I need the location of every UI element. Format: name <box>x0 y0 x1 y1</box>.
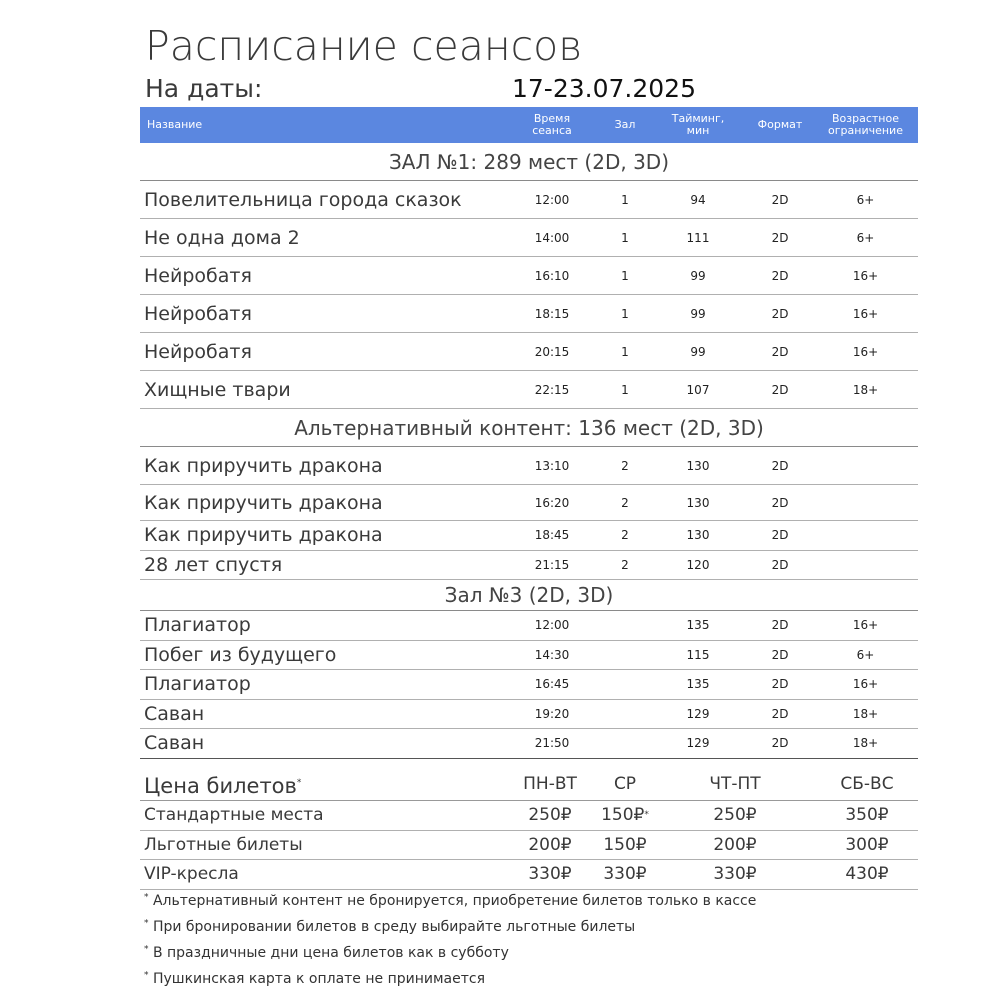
table-row <box>140 485 918 521</box>
footnotes <box>144 890 904 994</box>
movie-title: 28 лет спустя <box>144 553 283 576</box>
footnote-text: Пушкинская карта к оплате не принимается <box>152 971 486 987</box>
hall-number <box>595 641 655 670</box>
price-value <box>695 860 775 889</box>
price-title-text: Цена билетов <box>144 774 297 798</box>
hall-number: 1 <box>621 344 629 359</box>
price-col-wed: СР <box>613 774 637 794</box>
footnote <box>144 942 904 968</box>
footnote-mark: * <box>144 918 149 929</box>
table-row <box>140 670 918 700</box>
price-amount: 200₽ <box>528 834 572 855</box>
movie-title: Как приручить дракона <box>144 491 383 514</box>
col-header-format: Формат <box>757 118 803 131</box>
age-rating: 18+ <box>852 736 879 751</box>
table-row <box>140 611 918 641</box>
price-value <box>585 860 665 889</box>
format: 2D <box>771 268 789 283</box>
age-rating: 6+ <box>856 647 875 662</box>
format: 2D <box>771 495 789 510</box>
table-row <box>140 521 918 551</box>
hall-number <box>595 670 655 699</box>
session-time: 13:10 <box>534 458 570 473</box>
session-time: 12:00 <box>534 618 570 633</box>
table-header <box>140 107 918 143</box>
hall-number: 2 <box>621 528 629 543</box>
col-header-timing-l2: мин <box>686 124 710 137</box>
movie-title: Плагиатор <box>144 614 251 637</box>
movie-title: Как приручить дракона <box>144 454 383 477</box>
age-rating: 16+ <box>852 344 879 359</box>
price-value <box>695 801 775 830</box>
age-rating <box>823 551 908 580</box>
format: 2D <box>771 192 789 207</box>
movie-title: Плагиатор <box>144 673 251 696</box>
duration-min: 135 <box>686 677 710 692</box>
age-rating: 18+ <box>852 706 879 721</box>
format: 2D <box>771 706 789 721</box>
price-amount: 430₽ <box>845 864 889 885</box>
table-row <box>140 219 918 257</box>
price-table <box>140 768 918 890</box>
price-value: 150₽ * <box>601 805 649 826</box>
col-header-hall: Зал <box>614 118 636 131</box>
duration-min: 135 <box>686 618 710 633</box>
age-rating: 16+ <box>852 677 879 692</box>
footnote-text: Альтернативный контент не бронируется, приобретение билетов только в кассе <box>152 893 757 909</box>
col-header-name: Название <box>147 118 203 131</box>
duration-min: 130 <box>686 528 710 543</box>
schedule-table <box>140 107 918 759</box>
hall-number: 2 <box>621 557 629 572</box>
price-amount: 300₽ <box>845 834 889 855</box>
price-row <box>140 801 918 831</box>
movie-title: Побег из будущего <box>144 643 337 666</box>
schedule-body <box>140 143 918 759</box>
price-amount: 330₽ <box>603 864 647 885</box>
format: 2D <box>771 618 789 633</box>
hall-number <box>595 611 655 640</box>
price-amount: 330₽ <box>528 864 572 885</box>
price-row <box>140 860 918 890</box>
price-col-thu-fri: ЧТ-ПТ <box>709 774 761 794</box>
dates-value: 17-23.07.2025 <box>512 74 696 103</box>
table-row <box>140 641 918 671</box>
hall-number <box>595 700 655 729</box>
session-time: 12:00 <box>534 192 570 207</box>
price-col-sat-sun: СБ-ВС <box>840 774 894 794</box>
col-header-timing <box>658 107 738 143</box>
price-row-label: VIP-кресла <box>144 864 239 885</box>
price-value <box>510 831 590 860</box>
footnote <box>144 916 904 942</box>
price-title <box>144 774 301 798</box>
session-time: 14:00 <box>534 230 570 245</box>
session-time: 16:45 <box>534 677 570 692</box>
duration-min: 130 <box>686 495 710 510</box>
price-amount: 330₽ <box>713 864 757 885</box>
format: 2D <box>771 382 789 397</box>
col-header-age-l2: ограничение <box>828 124 903 137</box>
age-rating: 16+ <box>852 618 879 633</box>
price-value <box>510 801 590 830</box>
price-value <box>827 860 907 889</box>
duration-min: 99 <box>690 344 706 359</box>
duration-min: 129 <box>686 706 710 721</box>
price-row-label: Льготные билеты <box>144 834 303 855</box>
hall-number: 1 <box>621 306 629 321</box>
format: 2D <box>771 557 789 572</box>
hall-number: 1 <box>621 382 629 397</box>
session-time: 19:20 <box>534 706 570 721</box>
price-value <box>695 831 775 860</box>
hall-number: 1 <box>621 268 629 283</box>
session-time: 14:30 <box>534 647 570 662</box>
table-row <box>140 371 918 409</box>
footnote-mark: * <box>144 892 149 903</box>
price-title-mark: * <box>296 778 302 788</box>
session-time: 22:15 <box>534 382 570 397</box>
col-header-time-l1: Время <box>533 112 571 125</box>
col-header-time <box>512 107 592 143</box>
duration-min: 120 <box>686 557 710 572</box>
session-time: 21:15 <box>534 557 570 572</box>
col-header-age <box>823 107 908 143</box>
table-row <box>140 700 918 730</box>
page-title: Расписание сеансов <box>145 22 583 70</box>
hall-number: 1 <box>621 230 629 245</box>
footnote <box>144 890 904 916</box>
price-amount: 200₽ <box>713 834 757 855</box>
age-rating <box>823 521 908 550</box>
format: 2D <box>771 458 789 473</box>
age-rating <box>823 485 908 520</box>
section-title: ЗАЛ №1: 289 мест (2D, 3D) <box>140 143 918 181</box>
footnote-mark: * <box>144 970 149 981</box>
table-row <box>140 551 918 581</box>
duration-min: 129 <box>686 736 710 751</box>
table-row <box>140 257 918 295</box>
movie-title: Нейробатя <box>144 264 252 287</box>
movie-title: Саван <box>144 732 205 755</box>
duration-min: 94 <box>690 192 706 207</box>
duration-min: 130 <box>686 458 710 473</box>
price-col-mon-tue: ПН-ВТ <box>523 774 577 794</box>
price-header <box>140 768 918 801</box>
footnote-text: При бронировании билетов в среду выбирайте льготные билеты <box>152 919 636 935</box>
price-value <box>827 801 907 830</box>
table-row <box>140 729 918 759</box>
session-time: 16:20 <box>534 495 570 510</box>
hall-number: 2 <box>621 495 629 510</box>
format: 2D <box>771 344 789 359</box>
age-rating <box>823 447 908 484</box>
movie-title: Нейробатя <box>144 340 252 363</box>
footnote-mark: * <box>144 944 149 955</box>
price-row-label: Стандартные места <box>144 805 324 826</box>
price-value <box>827 831 907 860</box>
format: 2D <box>771 230 789 245</box>
session-time: 20:15 <box>534 344 570 359</box>
col-header-timing-l1: Тайминг, <box>671 112 725 125</box>
duration-min: 115 <box>686 647 710 662</box>
session-time: 16:10 <box>534 268 570 283</box>
movie-title: Нейробатя <box>144 302 252 325</box>
col-header-age-l1: Возрастное <box>831 112 899 125</box>
table-row <box>140 333 918 371</box>
section-title: Зал №3 (2D, 3D) <box>140 580 918 611</box>
footnote <box>144 968 904 994</box>
footnote-text: В праздничные дни цена билетов как в субботу <box>152 945 509 961</box>
hall-number <box>595 729 655 758</box>
duration-min: 111 <box>686 230 710 245</box>
price-value <box>510 860 590 889</box>
price-value <box>585 831 665 860</box>
session-time: 18:45 <box>534 528 570 543</box>
duration-min: 107 <box>686 382 710 397</box>
table-row <box>140 447 918 485</box>
price-amount: 250₽ <box>713 805 757 826</box>
table-row <box>140 295 918 333</box>
duration-min: 99 <box>690 268 706 283</box>
format: 2D <box>771 736 789 751</box>
duration-min: 99 <box>690 306 706 321</box>
section-title: Альтернативный контент: 136 мест (2D, 3D) <box>140 409 918 447</box>
movie-title: Повелительница города сказок <box>144 188 462 211</box>
age-rating: 16+ <box>852 306 879 321</box>
movie-title: Саван <box>144 702 205 725</box>
price-body <box>140 801 918 890</box>
col-header-time-l2: сеанса <box>532 124 572 137</box>
age-rating: 18+ <box>852 382 879 397</box>
session-time: 21:50 <box>534 736 570 751</box>
age-rating: 6+ <box>856 230 875 245</box>
price-amount: 350₽ <box>845 805 889 826</box>
hall-number: 2 <box>621 458 629 473</box>
age-rating: 16+ <box>852 268 879 283</box>
format: 2D <box>771 306 789 321</box>
format: 2D <box>771 647 789 662</box>
movie-title: Не одна дома 2 <box>144 226 300 249</box>
movie-title: Хищные твари <box>144 378 291 401</box>
dates-label: На даты: <box>145 74 263 103</box>
price-row <box>140 831 918 861</box>
session-time: 18:15 <box>534 306 570 321</box>
format: 2D <box>771 528 789 543</box>
hall-number: 1 <box>621 192 629 207</box>
price-amount: 150₽ <box>601 805 645 826</box>
price-amount: 150₽ <box>603 834 647 855</box>
format: 2D <box>771 677 789 692</box>
movie-title: Как приручить дракона <box>144 524 383 547</box>
table-row <box>140 181 918 219</box>
age-rating: 6+ <box>856 192 875 207</box>
price-amount: 250₽ <box>528 805 572 826</box>
